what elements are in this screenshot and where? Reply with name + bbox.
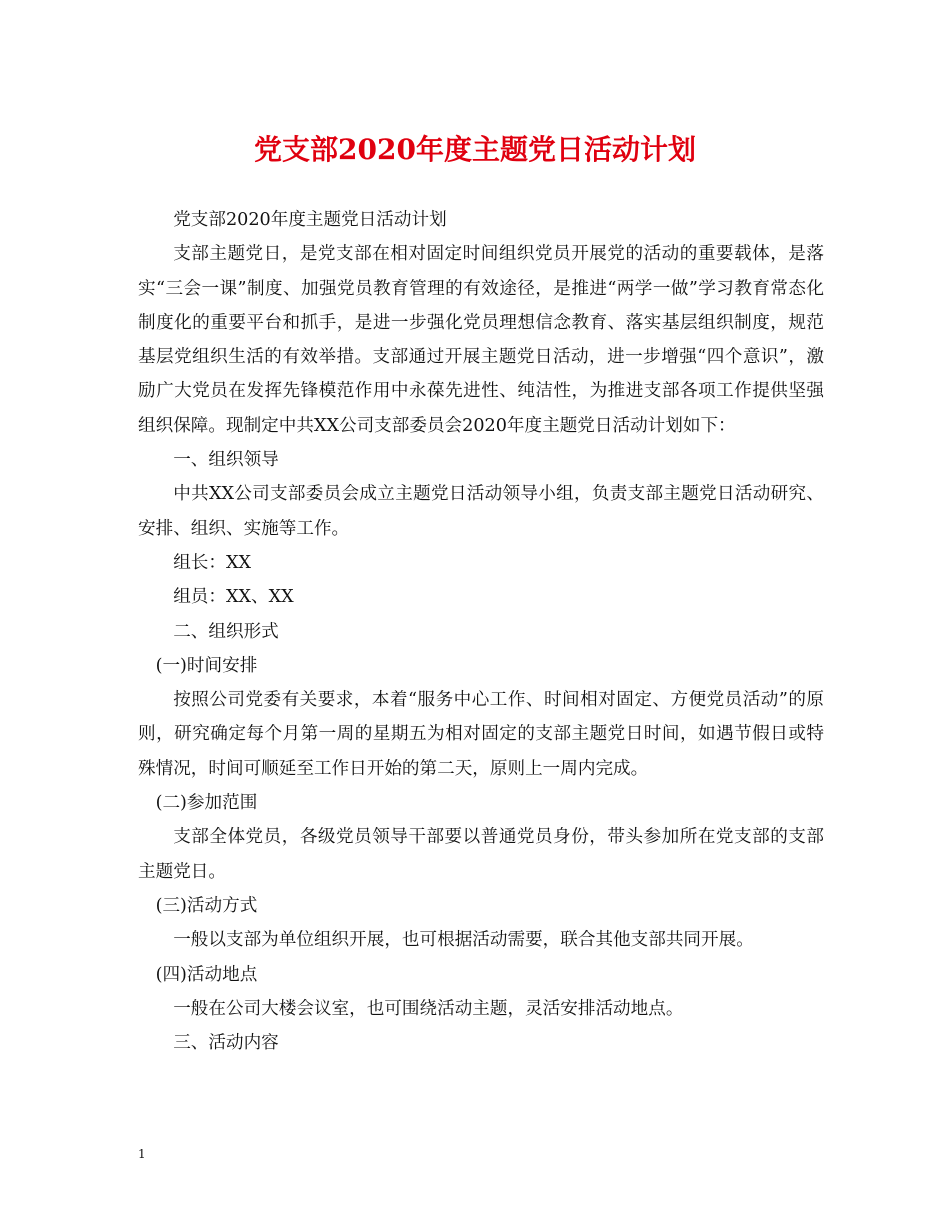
paragraph-members: 组员：XX、XX xyxy=(173,587,294,608)
subheading-scope: (二)参加范围 xyxy=(155,793,258,814)
document-title: 党支部2020年度主题党日活动计划 xyxy=(254,133,696,166)
paragraph-leader: 组长：XX xyxy=(173,552,252,573)
document-body xyxy=(138,203,824,1060)
section-heading-content: 三、活动内容 xyxy=(173,1033,279,1054)
page-number: 1 xyxy=(138,1147,146,1161)
paragraph-location: 一般在公司大楼会议室，也可围绕活动主题，灵活安排活动地点。 xyxy=(173,998,684,1019)
paragraph-method: 一般以支部为单位组织开展，也可根据活动需要，联合其他支部共同开展。 xyxy=(173,930,754,951)
section-heading-organization: 一、组织领导 xyxy=(173,450,279,471)
document-subtitle: 党支部2020年度主题党日活动计划 xyxy=(173,210,447,230)
paragraph-schedule: 按照公司党委有关要求，本着“服务中心工作、时间相对固定、方便党员活动”的原则，研究确定每个月第一周的星期五为相对固定的支部主题党日时间，如遇节假日或特殊情况，时间可顺延至工作日开始的第二天，原则上一周内完成。 xyxy=(138,690,824,779)
section-heading-form: 二、组织形式 xyxy=(173,621,279,642)
subheading-schedule: (一)时间安排 xyxy=(155,655,258,676)
paragraph-organization: 中共XX公司支部委员会成立主题党日活动领导小组，负责支部主题党日活动研究、安排、组织、实施等工作。 xyxy=(138,484,824,539)
subheading-method: (三)活动方式 xyxy=(155,895,258,916)
subheading-location: (四)活动地点 xyxy=(155,964,258,985)
paragraph-scope: 支部全体党员，各级党员领导干部要以普通党员身份，带头参加所在党支部的支部主题党日。 xyxy=(138,827,824,882)
paragraph-intro: 支部主题党日，是党支部在相对固定时间组织党员开展党的活动的重要载体，是落实“三会一课”制度、加强党员教育管理的有效途径，是推进“两学一做”学习教育常态化制度化的重要平台和抓手，是进一步强化党员理想信念教育、落实基层组织制度，规范基层党组织生活的有效举措。支部通过开展主题党日活动，进一步增强“四个意识”，激励广大党员在发挥先锋模范作用中永葆先进性、纯洁性，为推进支部各项工作提供坚强组织保障。现制定中共XX公司支部委员会2020年度主题党日活动计划如下： xyxy=(138,244,824,436)
